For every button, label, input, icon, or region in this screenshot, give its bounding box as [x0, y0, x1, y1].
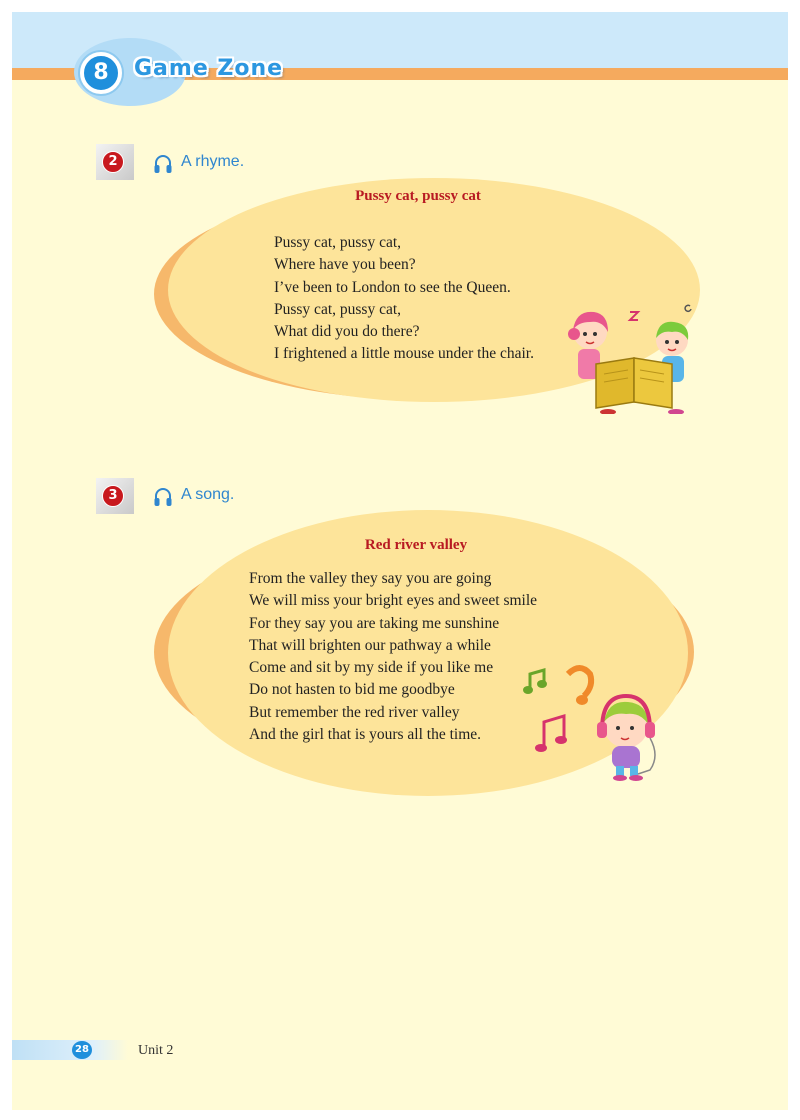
textbook-page [12, 12, 788, 1110]
poem-line: Where have you been? [274, 256, 416, 274]
section-number-badge: 8 [80, 52, 122, 94]
exercise-label: A rhyme. [181, 153, 245, 170]
headphones-icon[interactable] [152, 153, 174, 175]
poem-line: We will miss your bright eyes and sweet smile [249, 592, 538, 610]
song-title: Red river valley [364, 537, 468, 553]
song-lines [249, 568, 537, 746]
poem-line: Pussy cat, pussy cat, [274, 234, 402, 251]
exercise-number-box [96, 478, 134, 514]
poem-line: Do not hasten to bid me goodbye [249, 681, 455, 699]
rhyme-lines [274, 232, 534, 366]
section-title: Game Zone [134, 56, 284, 81]
unit-label: Unit 2 [138, 1043, 174, 1058]
page-number: 28 [72, 1041, 92, 1059]
poem-line: Come and sit by my side if you like me [249, 659, 494, 677]
exercise-number: 3 [102, 485, 124, 507]
poem-line: What did you do there? [274, 323, 420, 341]
poem-line: I frightened a little mouse under the chair. [274, 345, 534, 363]
poem-line: That will brighten our pathway a while [249, 636, 491, 654]
poem-line: I’ve been to London to see the Queen. [274, 278, 511, 296]
exercise-number-box [96, 144, 134, 180]
child-with-headphones-music-notes-illustration [520, 660, 660, 784]
poem-line: For they say you are taking me sunshine [249, 614, 500, 632]
exercise-label: A song. [181, 486, 235, 503]
rhyme-title: Pussy cat, pussy cat [355, 188, 481, 204]
poem-line: And the girl that is yours all the time. [249, 726, 482, 744]
poem-line: But remember the red river valley [249, 703, 460, 721]
exercise-number: 2 [102, 151, 124, 173]
headphones-icon[interactable] [152, 486, 174, 508]
two-children-reading-book-illustration [568, 302, 700, 414]
poem-line: Pussy cat, pussy cat, [274, 300, 402, 318]
poem-line: From the valley they say you are going [249, 570, 492, 587]
footer-band [12, 1040, 128, 1060]
